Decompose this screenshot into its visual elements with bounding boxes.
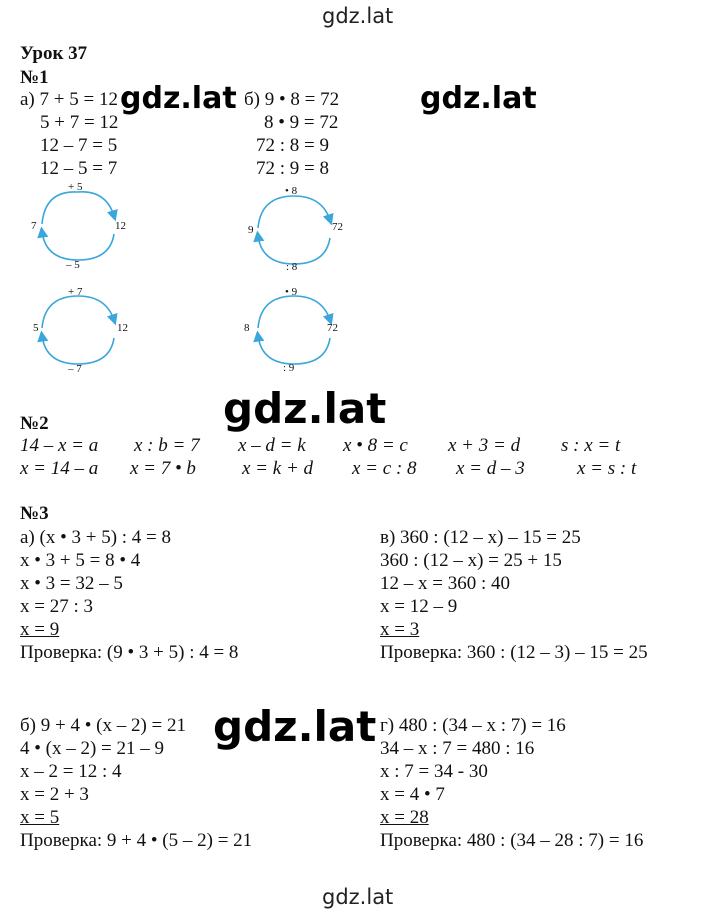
task3-b-line-0: б) 9 + 4 • (x – 2) = 21 — [20, 715, 186, 736]
diagram-3-right-label: 72 — [332, 221, 343, 233]
task3-a-answer: x = 9 — [20, 619, 60, 640]
task2-row2-4: x = d – 3 — [456, 458, 525, 479]
task3-g-line-0: г) 480 : (34 – x : 7) = 16 — [380, 715, 566, 736]
task3-b-check: Проверка: 9 + 4 • (5 – 2) = 21 — [20, 830, 253, 851]
task3-a-line-0: а) (x • 3 + 5) : 4 = 8 — [20, 527, 172, 548]
task2-row1-4: x + 3 = d — [448, 435, 521, 456]
lesson-title: Урок 37 — [20, 43, 88, 64]
task1-b-line-0: б) 9 • 8 = 72 — [244, 89, 340, 110]
task2-row2-3: x = c : 8 — [352, 458, 417, 479]
diagram-3-top-label: • 8 — [285, 185, 298, 197]
task3-number: №3 — [20, 503, 49, 524]
task2-row2-5: x = s : t — [577, 458, 637, 479]
task3-v-check: Проверка: 360 : (12 – 3) – 15 = 25 — [380, 642, 648, 663]
task3-a-line-3: x = 27 : 3 — [20, 596, 93, 617]
task3-v-line-2: 12 – x = 360 : 40 — [380, 573, 510, 594]
task3-g-line-1: 34 – x : 7 = 480 : 16 — [380, 738, 535, 759]
task2-row1-5: s : x = t — [561, 435, 621, 456]
watermark-mark-4: gdz.lat — [210, 706, 379, 748]
diagram-3-bottom-label: : 8 — [286, 261, 298, 273]
watermark-mark-1: gdz.lat — [120, 81, 237, 116]
watermark-mark-2: gdz.lat — [420, 81, 537, 116]
cycle-diagram-3 — [246, 184, 366, 284]
diagram-1-left-label: 7 — [31, 220, 37, 232]
task3-g-line-2: x : 7 = 34 - 30 — [380, 761, 488, 782]
watermark-mark-3: gdz.lat — [220, 388, 389, 430]
diagram-4-left-label: 8 — [244, 322, 250, 334]
task1-a-line-2: 12 – 7 = 5 — [40, 135, 118, 156]
task3-a-check: Проверка: (9 • 3 + 5) : 4 = 8 — [20, 642, 239, 663]
task3-b-answer: x = 5 — [20, 807, 60, 828]
task1-a-line-1: 5 + 7 = 12 — [40, 112, 119, 133]
task3-v-line-0: в) 360 : (12 – x) – 15 = 25 — [380, 527, 581, 548]
cycle-diagram-4 — [246, 284, 366, 384]
task2-row2-1: x = 7 • b — [130, 458, 196, 479]
diagram-1-top-label: + 5 — [68, 181, 83, 193]
task1-a-line-0: а) 7 + 5 = 12 — [20, 89, 118, 110]
task1-b-line-1: 8 • 9 = 72 — [264, 112, 339, 133]
task2-row2-2: x = k + d — [242, 458, 314, 479]
task2-number: №2 — [20, 413, 49, 434]
task1-a-line-3: 12 – 5 = 7 — [40, 158, 118, 179]
diagram-2-right-label: 12 — [117, 322, 128, 334]
watermark-bottom: gdz.lat — [322, 885, 394, 909]
diagram-4-bottom-label: : 9 — [283, 362, 295, 374]
task3-g-line-3: x = 4 • 7 — [380, 784, 445, 805]
task3-b-line-3: x = 2 + 3 — [20, 784, 89, 805]
cycle-diagram-2 — [30, 284, 150, 384]
task3-a-line-2: x • 3 = 32 – 5 — [20, 573, 123, 594]
task3-v-line-3: x = 12 – 9 — [380, 596, 458, 617]
diagram-2-bottom-label: – 7 — [68, 363, 82, 375]
task1-b-line-3: 72 : 9 = 8 — [256, 158, 329, 179]
diagram-2-top-label: + 7 — [68, 286, 83, 298]
task3-g-answer: x = 28 — [380, 807, 429, 828]
diagram-2-left-label: 5 — [33, 322, 39, 334]
task3-a-line-1: x • 3 + 5 = 8 • 4 — [20, 550, 141, 571]
task3-b-line-1: 4 • (x – 2) = 21 – 9 — [20, 738, 165, 759]
diagram-1-bottom-label: – 5 — [66, 259, 80, 271]
task1-number: №1 — [20, 67, 49, 88]
task3-b-line-2: x – 2 = 12 : 4 — [20, 761, 122, 782]
cycle-diagram-1 — [30, 180, 150, 280]
task2-row1-1: x : b = 7 — [134, 435, 200, 456]
task3-g-check: Проверка: 480 : (34 – 28 : 7) = 16 — [380, 830, 644, 851]
task3-v-answer: x = 3 — [380, 619, 420, 640]
watermark-top: gdz.lat — [322, 4, 394, 28]
diagram-4-right-label: 72 — [327, 322, 338, 334]
task1-b-line-2: 72 : 8 = 9 — [256, 135, 329, 156]
diagram-1-right-label: 12 — [115, 220, 126, 232]
task2-row2-0: x = 14 – a — [20, 458, 99, 479]
task3-v-line-1: 360 : (12 – x) = 25 + 15 — [380, 550, 562, 571]
task2-row1-0: 14 – x = a — [20, 435, 99, 456]
task2-row1-2: x – d = k — [238, 435, 306, 456]
task2-row1-3: x • 8 = c — [343, 435, 408, 456]
diagram-3-left-label: 9 — [248, 224, 254, 236]
diagram-4-top-label: • 9 — [285, 286, 298, 298]
